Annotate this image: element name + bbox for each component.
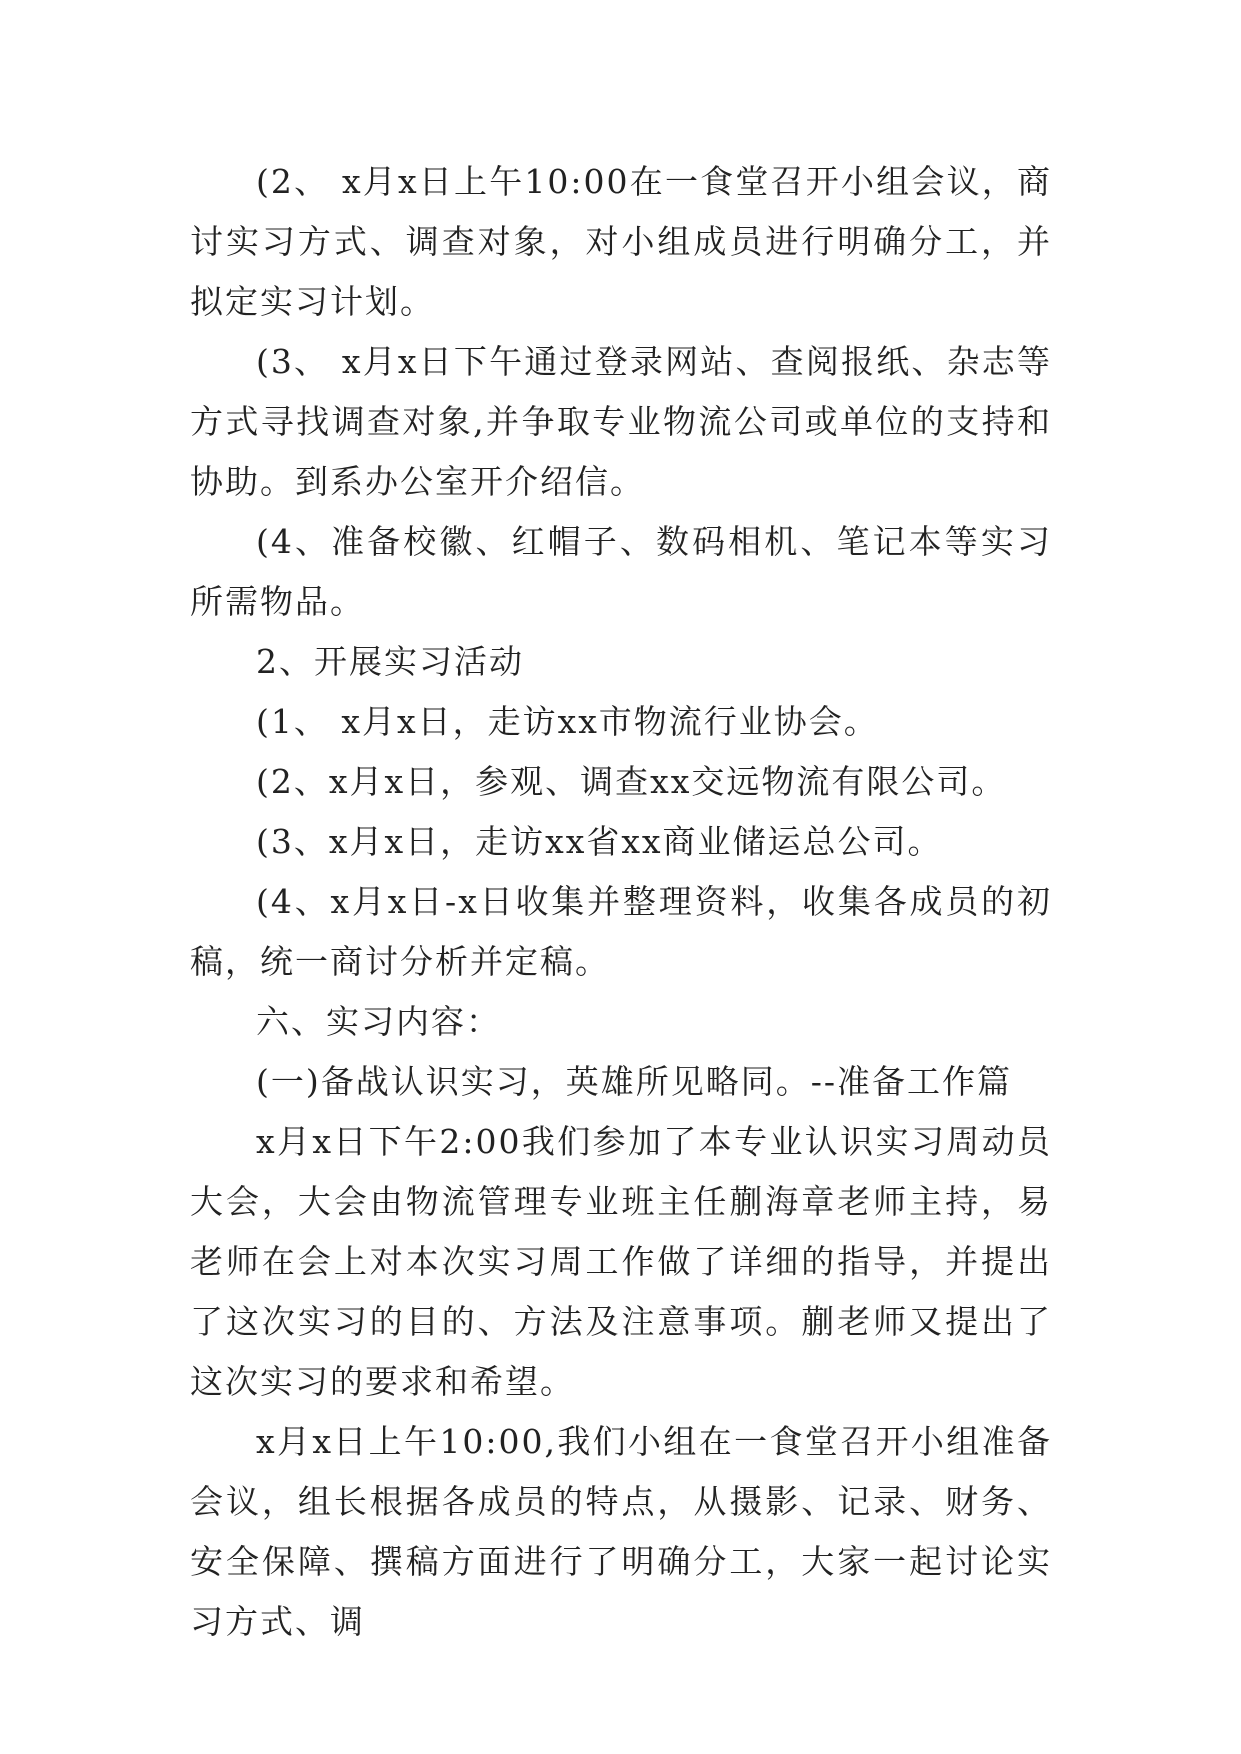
paragraph-prepare-items: (4、准备校徽、红帽子、数码相机、笔记本等实习所需物品。 [190,522,1052,621]
section-heading-activities: 2、开展实习活动 [256,642,524,681]
paragraph-collect-materials: (4、x月x日-x日收集并整理资料，收集各成员的初稿，统一商讨分析并定稿。 [190,882,1052,981]
paragraph-group-meeting: x月x日上午10:00,我们小组在一食堂召开小组准备会议，组长根据各成员的特点，从摄影、记录、财务、安全保障、撰稿方面进行了明确分工，大家一起讨论实习方式、调 [190,1422,1052,1641]
paragraph-visit-association: (1、 x月x日，走访xx市物流行业协会。 [256,702,879,741]
document-body [190,152,1052,1652]
paragraph-mobilization-meeting: x月x日下午2:00我们参加了本专业认识实习周动员大会，大会由物流管理专业班主任蒯海章老师主持，易老师在会上对本次实习周工作做了详细的指导，并提出了这次实习的目的、方法及注意事项。蒯老师又提出了这次实习的要求和希望。 [190,1122,1052,1401]
paragraph-meeting-plan: (2、 x月x日上午10:00在一食堂召开小组会议，商讨实习方式、调查对象，对小组成员进行明确分工，并拟定实习计划。 [190,162,1052,321]
section-heading-content: 六、实习内容： [256,1002,501,1041]
paragraph-visit-storage-company: (3、x月x日，走访xx省xx商业储运总公司。 [256,822,943,861]
paragraph-find-targets: (3、 x月x日下午通过登录网站、查阅报纸、杂志等方式寻找调查对象,并争取专业物流公司或单位的支持和协助。到系办公室开介绍信。 [190,342,1052,501]
paragraph-visit-logistics-company: (2、x月x日，参观、调查xx交远物流有限公司。 [256,762,1007,801]
subsection-heading-preparation: (一)备战认识实习，英雄所见略同。--准备工作篇 [256,1062,1013,1101]
